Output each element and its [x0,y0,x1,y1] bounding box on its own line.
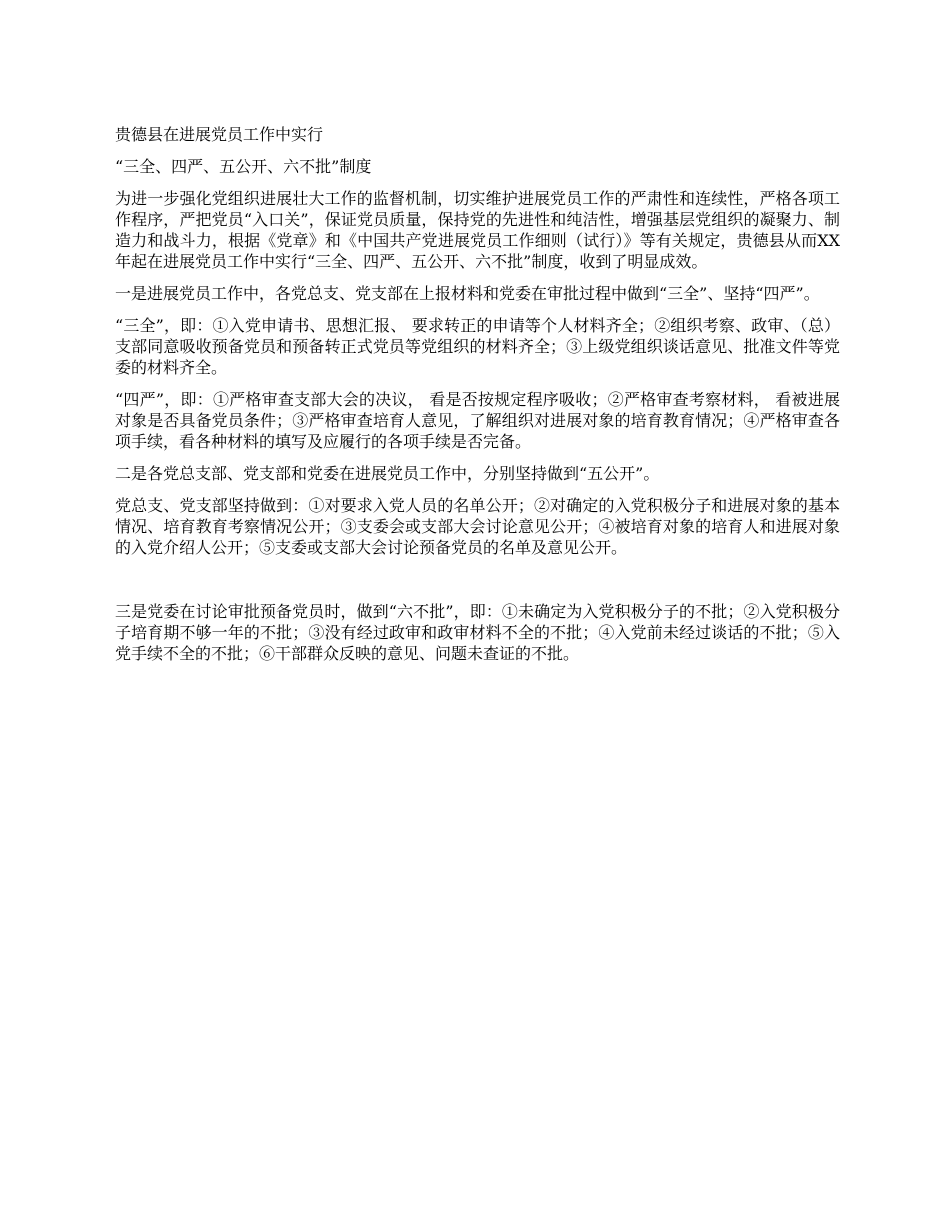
paragraph-point-one: 一是进展党员工作中，各党总支、党支部在上报材料和党委在审批过程中做到“三全”、坚持“四严”。 [115,284,820,303]
document-title-line-1: 贵德县在进展党员工作中实行 [115,125,324,144]
paragraph-point-three: 三是党委在讨论审批预备党员时，做到“六不批”，即：①未确定为入党积极分子的不批；②入党积极分子培育期不够一年的不批；③没有经过政审和政审材料不全的不批；④入党前未经过谈话的不批；⑤入党手续不全的不批；⑥干部群众反映的意见、问题未查证的不批。 [115,602,840,663]
paragraph-point-two: 二是各党总支部、党支部和党委在进展党员工作中，分别坚持做到“五公开”。 [115,464,660,483]
paragraph-three-complete: “三全”，即：①入党申请书、思想汇报、 要求转正的申请等个人材料齐全；②组织考察、政审、（总）支部同意吸收预备党员和预备转正式党员等党组织的材料齐全；③上级党组织谈话意见、批准文件等党委的材料齐全。 [115,316,840,377]
paragraph-five-public: 党总支、党支部坚持做到：①对要求入党人员的名单公开；②对确定的入党积极分子和进展对象的基本情况、培育教育考察情况公开；③支委会或支部大会讨论意见公开；④被培育对象的培育人和进展对象的入党介绍人公开；⑤支委或支部大会讨论预备党员的名单及意见公开。 [115,496,840,557]
document-body [115,124,840,675]
document-title-line-2: “三全、四严、五公开、六不批”制度 [115,157,372,176]
paragraph-intro: 为进一步强化党组织进展壮大工作的监督机制，切实维护进展党员工作的严肃性和连续性，严格各项工作程序，严把党员“入口关”，保证党员质量，保持党的先进性和纯洁性，增强基层党组织的凝聚力、制造力和战斗力，根据《党章》和《中国共产党进展党员工作细则（试行）》等有关规定，贵德县从而XX年起在进展党员工作中实行“三全、四严、五公开、六不批”制度，收到了明显成效。 [115,189,840,271]
paragraph-four-strict: “四严”，即：①严格审查支部大会的决议， 看是否按规定程序吸收；②严格审查考察材料， 看被进展对象是否具备党员条件；③严格审查培育人意见，了解组织对进展对象的培育教育情况；④严格审查各项手续，看各种材料的填写及应履行的各项手续是否完备。 [115,390,840,451]
